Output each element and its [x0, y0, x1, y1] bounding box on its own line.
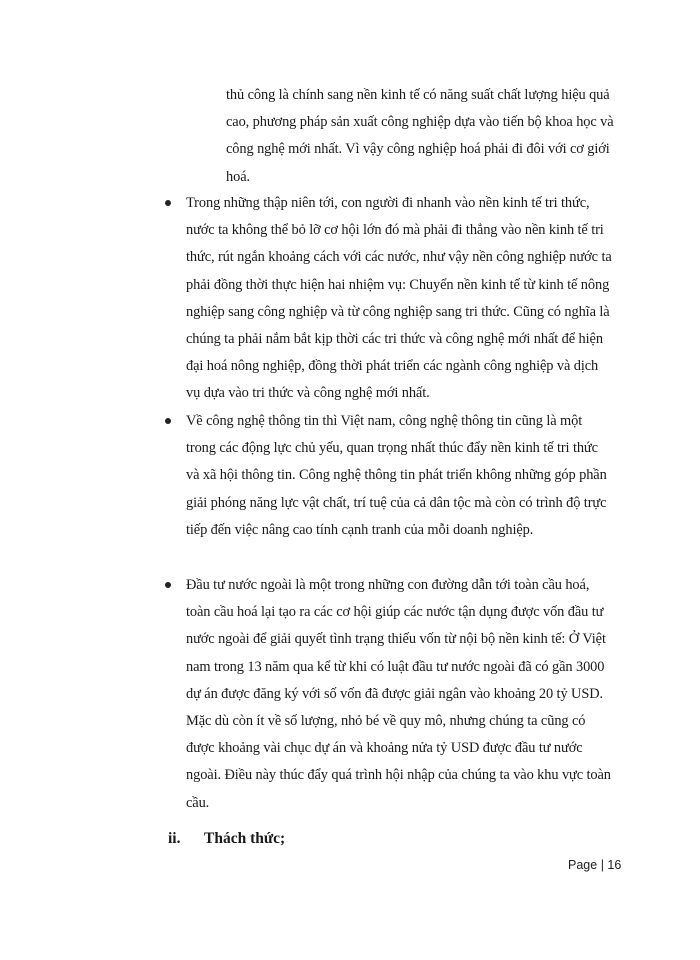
page-footer: [568, 858, 621, 872]
bullet-icon: [165, 582, 171, 588]
bullet-item: [186, 408, 612, 544]
bullet-text: Trong những thập niên tới, con người đi nhanh vào nền kinh tế tri thức, nước ta không thể bỏ lỡ cơ hội lớn đó mà phải đi thẳng vào nền kinh tế tri thức, rút ngắn khoảng cách với các nước, như vậy nền công nghiệp nước ta phải đồng thời thực hiện hai nhiệm vụ: Chuyển nền kinh tế từ kinh tế nông nghiệp sang công nghiệp và từ công nghiệp sang tri thức. Cũng có nghĩa là chúng ta phải nắm bắt kịp thời các tri thức và công nghệ mới nhất để hiện đại hoá nông nghiệp, đồng thời phát triển các ngành công nghiệp và dịch vụ dựa vào tri thức và công nghệ mới nhất.: [186, 195, 612, 402]
bullet-item: [186, 190, 612, 408]
page-separator: |: [600, 858, 604, 872]
section-heading: [168, 826, 285, 852]
bullet-icon: [165, 200, 171, 206]
bullet-icon: [165, 418, 171, 424]
page-number: 16: [607, 858, 622, 872]
continuation-paragraph: thủ công là chính sang nền kinh tế có năng suất chất lượng hiệu quả cao, phương pháp sản xuất công nghiệp dựa vào tiến bộ khoa học và công nghệ mới nhất. Vì vậy công nghiệp hoá phải đi đôi với cơ giới hoá.: [226, 87, 614, 185]
page-label: Page: [568, 858, 598, 872]
bullet-text: Về công nghệ thông tin thì Việt nam, công nghệ thông tin cũng là một trong các động lực chủ yếu, quan trọng nhất thúc đẩy nền kinh tế tri thức và xã hội thông tin. Công nghệ thông tin phát triển không những góp phần giải phóng năng lực vật chất, trí tuệ của cả dân tộc mà còn có trình độ trực tiếp đến việc nâng cao tính cạnh tranh của mỗi doanh nghiệp.: [186, 413, 607, 538]
section-number: ii.: [168, 830, 181, 847]
bullet-text: Đầu tư nước ngoài là một trong những con đường dẫn tới toàn cầu hoá, toàn cầu hoá lại tạo ra các cơ hội giúp các nước tận dụng được vốn đầu tư nước ngoài để giải quyết tình trạng thiếu vốn từ nội bộ nền kinh tế: Ở Việt nam trong 13 năm qua kể từ khi có luật đầu tư nước ngoài đã có gần 3000 dự án được đăng ký với số vốn đã được giải ngân vào khoảng 20 tỷ USD. Mặc dù còn ít về số lượng, nhỏ bé về quy mô, nhưng chúng ta cũng có được khoảng vài chục dự án và khoảng nửa tỷ USD được đầu tư nước ngoài. Điều này thúc đẩy quá trình hội nhập của chúng ta vào khu vực toàn cầu.: [186, 577, 611, 811]
bullet-item: [186, 572, 612, 817]
section-title: Thách thức;: [204, 830, 286, 847]
